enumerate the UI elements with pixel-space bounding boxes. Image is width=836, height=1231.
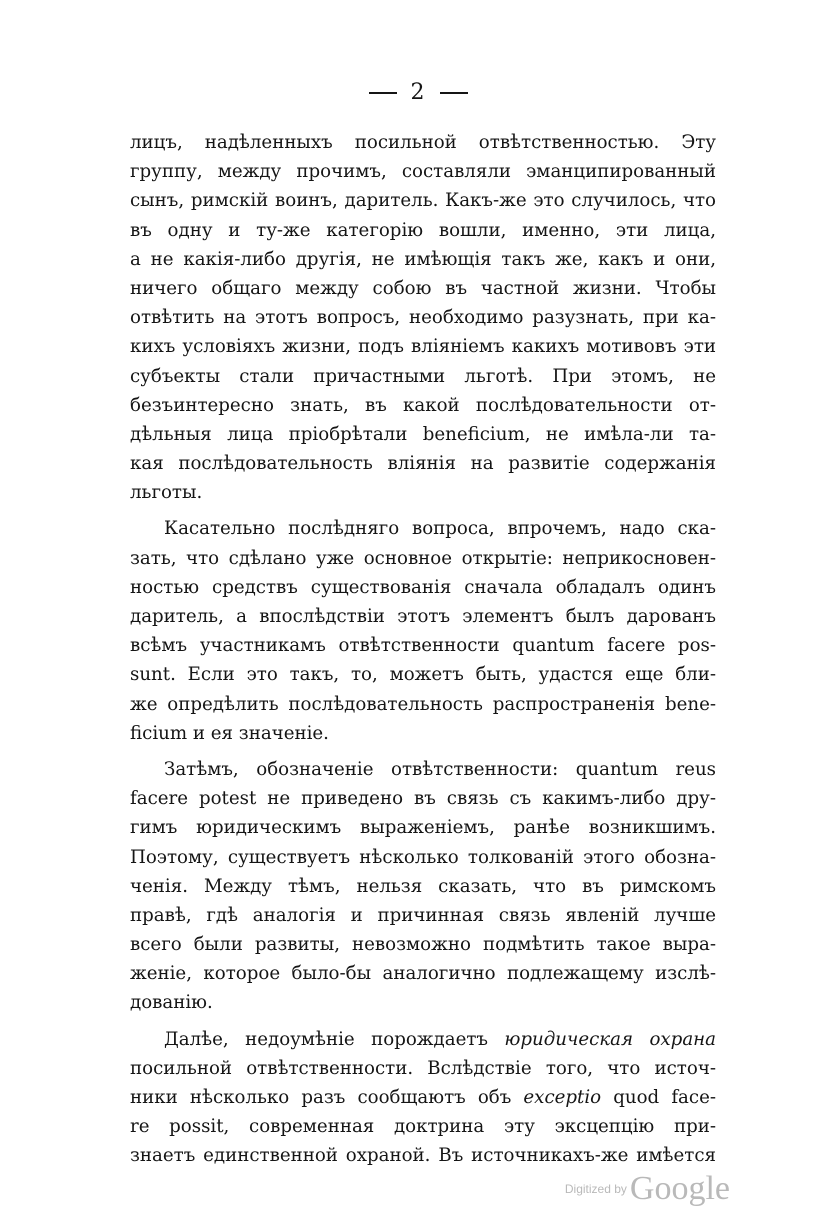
text-line: ничего общаго между собою въ частной жизни. Чтобы bbox=[130, 277, 716, 299]
text-line: знаетъ единственной охраной. Въ источникахъ-же имѣется bbox=[130, 1145, 716, 1167]
paragraph-1 bbox=[130, 128, 716, 507]
paragraph-3 bbox=[130, 755, 716, 1018]
text-run: Далѣе, недоумѣніе порождаетъ bbox=[164, 1028, 505, 1050]
text-line: facere potest не приведено въ связь съ какимъ-либо дру- bbox=[130, 788, 716, 810]
text-line: даритель, а впослѣдствіи этотъ элементъ былъ дарованъ bbox=[130, 606, 716, 627]
text-line: же опредѣлить послѣдовательность распространенія bene- bbox=[130, 693, 716, 715]
text-line: въ одну и ту-же категорію вошли, именно, эти лица, bbox=[130, 219, 716, 241]
text-line: гимъ юридическимъ выраженіемъ, ранѣе возникшимъ. bbox=[130, 817, 716, 839]
paragraph-4 bbox=[130, 1025, 716, 1171]
text-line: безъинтересно знать, въ какой послѣдовательности от- bbox=[130, 394, 716, 416]
text-run: quod face- bbox=[601, 1087, 716, 1108]
text-line: Касательно послѣдняго вопроса, впрочемъ, надо ска- bbox=[164, 518, 716, 540]
text-line bbox=[130, 1083, 716, 1112]
text-line: зать, что сдѣлано уже основное открытіе: неприкосновен- bbox=[130, 547, 716, 569]
watermark-prefix: Digitized by bbox=[564, 1182, 627, 1196]
page-number-value: 2 bbox=[410, 80, 426, 105]
page-number bbox=[0, 80, 836, 105]
text-line: кихъ условіяхъ жизни, подъ вліяніемъ какихъ мотивовъ эти bbox=[130, 336, 716, 358]
italic-term: exceptio bbox=[523, 1087, 602, 1108]
body-text bbox=[130, 128, 716, 1171]
watermark-logo-text: Google bbox=[629, 1170, 730, 1207]
page-number-dash-left bbox=[369, 92, 397, 94]
text-line: кая послѣдовательность вліянія на развитіе содержанія bbox=[130, 453, 716, 475]
italic-phrase: юридическая охрана bbox=[504, 1028, 716, 1050]
text-line: re possit, современная доктрина эту эксцепцію при- bbox=[130, 1116, 716, 1138]
text-line: льготы. bbox=[130, 482, 203, 504]
text-line: лицъ, надѣленныхъ посильной отвѣтственностью. Эту bbox=[130, 132, 716, 153]
text-line: субъекты стали причастными льготѣ. При этомъ, не bbox=[130, 365, 716, 387]
text-line: посильной отвѣтственности. Вслѣдствіе того, что источ- bbox=[130, 1057, 716, 1079]
text-line: ficium и ея значеніе. bbox=[130, 722, 329, 744]
text-line: правѣ, гдѣ аналогія и причинная связь явленій лучше bbox=[130, 904, 716, 926]
text-line: женіе, которое было-бы аналогично подлежащему изслѣ- bbox=[130, 963, 716, 985]
text-line: дованію. bbox=[130, 992, 213, 1014]
text-line: Затѣмъ, обозначеніе отвѣтственности: quantum reus bbox=[164, 758, 716, 780]
text-line: группу, между прочимъ, составляли эманципированный bbox=[130, 161, 716, 183]
text-line: sunt. Если это такъ, то, можетъ быть, удастся еще бли- bbox=[130, 664, 716, 686]
text-line: ченія. Между тѣмъ, нельзя сказать, что въ римскомъ bbox=[130, 875, 716, 897]
text-line bbox=[130, 1025, 716, 1054]
text-line: Поэтому, существуетъ нѣсколько толкованій этого обозна- bbox=[130, 846, 716, 868]
text-line: всѣмъ участникамъ отвѣтственности quantum facere pos- bbox=[130, 635, 716, 657]
text-line: всего были развиты, невозможно подмѣтить такое выра- bbox=[130, 934, 716, 956]
text-line: ностью средствъ существованія сначала обладалъ одинъ bbox=[130, 576, 716, 598]
text-line: дѣльныя лица пріобрѣтали beneficium, не имѣла-ли та- bbox=[130, 423, 716, 445]
text-line: отвѣтить на этотъ вопросъ, необходимо разузнать, при ка- bbox=[130, 307, 716, 329]
text-line: а не какія-либо другія, не имѣющія такъ же, какъ и они, bbox=[130, 248, 716, 270]
text-run: ники нѣсколько разъ сообщаютъ объ bbox=[130, 1087, 524, 1108]
page-number-dash-right bbox=[440, 92, 468, 94]
text-line: сынъ, римскій воинъ, даритель. Какъ-же это случилось, что bbox=[130, 190, 716, 212]
paragraph-2 bbox=[130, 514, 716, 748]
digitized-by-google-watermark bbox=[565, 1170, 730, 1208]
